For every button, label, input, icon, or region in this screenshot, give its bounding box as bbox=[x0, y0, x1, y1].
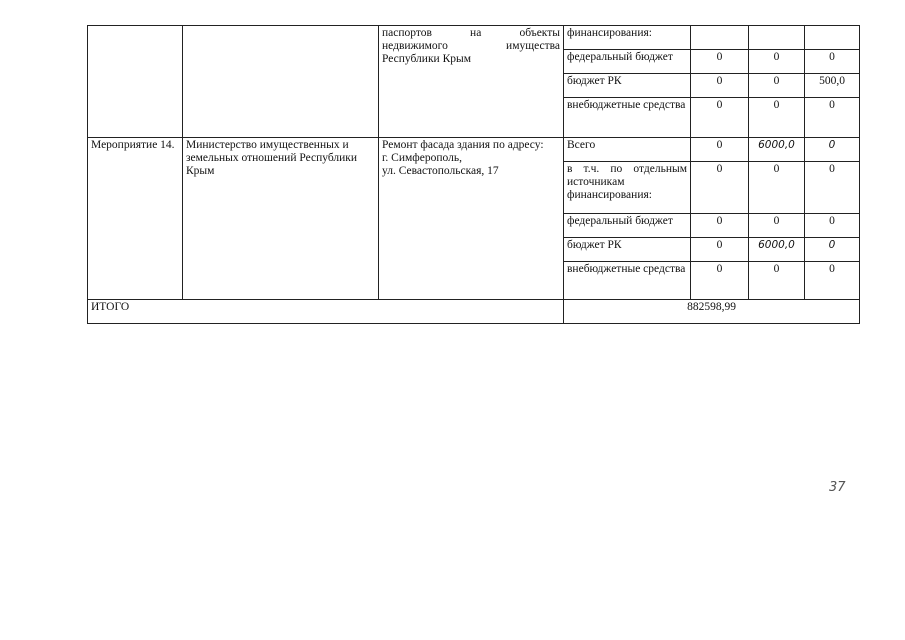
value-cell bbox=[691, 26, 749, 50]
value-cell: 0 bbox=[691, 262, 749, 300]
description-cell bbox=[379, 26, 564, 138]
source-label: федеральный бюджет bbox=[564, 50, 691, 74]
source-label: внебюджетные средства bbox=[564, 98, 691, 138]
value-cell bbox=[805, 26, 860, 50]
source-label: Всего bbox=[564, 138, 691, 162]
value-cell: 500,0 bbox=[805, 74, 860, 98]
table-row bbox=[88, 138, 860, 162]
source-label-line: в т.ч. по отдельным bbox=[567, 163, 687, 175]
description-line: Ремонт фасада здания по адресу: bbox=[382, 139, 544, 151]
total-row bbox=[88, 300, 860, 324]
value-cell: 0 bbox=[805, 214, 860, 238]
source-label: финансирования: bbox=[564, 26, 691, 50]
value-cell: 0 bbox=[691, 238, 749, 262]
description-line: паспортов на объекты bbox=[382, 27, 560, 39]
value-cell: 0 bbox=[749, 74, 805, 98]
value-cell: 0 bbox=[691, 74, 749, 98]
value-cell: 0 bbox=[805, 50, 860, 74]
description-line: недвижимого имущества bbox=[382, 40, 560, 52]
event-cell-empty bbox=[88, 26, 183, 138]
source-label-line: источникам финансирования: bbox=[567, 176, 652, 201]
value-cell: 0 bbox=[691, 50, 749, 74]
source-label: федеральный бюджет bbox=[564, 214, 691, 238]
value-cell bbox=[749, 26, 805, 50]
source-label: внебюджетные средства bbox=[564, 262, 691, 300]
page-number: 37 bbox=[829, 480, 846, 495]
executor-cell-empty bbox=[183, 26, 379, 138]
value-cell: 0 bbox=[805, 98, 860, 138]
source-label bbox=[564, 162, 691, 214]
value-cell-handwritten: 6000,0 bbox=[749, 238, 805, 262]
description-line: г. Симферополь, bbox=[382, 152, 462, 164]
description-line: Республики Крым bbox=[382, 53, 471, 65]
description-line: ул. Севастопольская, 17 bbox=[382, 165, 499, 177]
value-cell: 0 bbox=[691, 98, 749, 138]
executor-cell: Министерство имущественных и земельных отношений Республики Крым bbox=[183, 138, 379, 300]
value-cell: 0 bbox=[691, 138, 749, 162]
table-row bbox=[88, 26, 860, 50]
value-cell-handwritten: 0 bbox=[805, 138, 860, 162]
event-label: Мероприятие 14. bbox=[88, 138, 183, 300]
value-cell: 0 bbox=[691, 162, 749, 214]
value-cell: 0 bbox=[749, 50, 805, 74]
value-cell-handwritten: 6000,0 bbox=[749, 138, 805, 162]
value-cell: 0 bbox=[805, 262, 860, 300]
description-cell bbox=[379, 138, 564, 300]
value-cell: 0 bbox=[749, 262, 805, 300]
source-label: бюджет РК bbox=[564, 238, 691, 262]
value-cell: 0 bbox=[749, 98, 805, 138]
value-cell: 0 bbox=[691, 214, 749, 238]
value-cell: 0 bbox=[749, 214, 805, 238]
total-label: ИТОГО bbox=[88, 300, 564, 324]
value-cell: 0 bbox=[805, 162, 860, 214]
source-label: бюджет РК bbox=[564, 74, 691, 98]
value-cell: 0 bbox=[749, 162, 805, 214]
total-value: 882598,99 bbox=[564, 300, 860, 324]
budget-table bbox=[87, 25, 860, 324]
value-cell-handwritten: 0 bbox=[805, 238, 860, 262]
